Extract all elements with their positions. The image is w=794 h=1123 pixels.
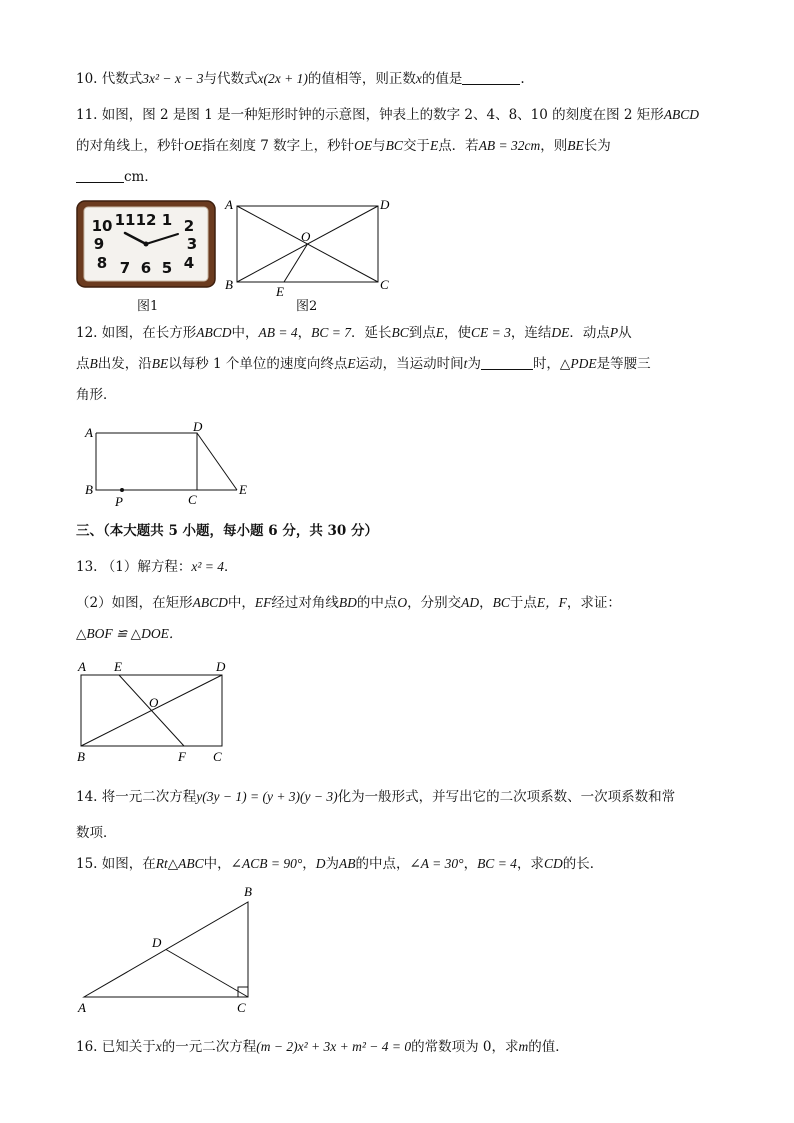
- q15-text: 的长．: [562, 856, 604, 872]
- q13-text: ，求证：: [566, 595, 621, 611]
- question-12-line2: [76, 355, 651, 373]
- q13-label-c: C: [213, 749, 222, 764]
- question-14-line2: 数项．: [76, 825, 117, 841]
- q15-label-b: B: [244, 884, 252, 899]
- q13-var: ABCD: [192, 595, 228, 610]
- fig2-label-d: D: [380, 197, 390, 212]
- q11-text: 点．若: [438, 138, 479, 154]
- q10-var: x: [415, 71, 422, 86]
- q12-var: B: [89, 356, 98, 371]
- fig2-label-a: A: [225, 197, 233, 212]
- q12-var: CE = 3: [471, 325, 511, 340]
- q10-end: 的值是: [421, 71, 463, 87]
- fig2-label-e: E: [276, 284, 284, 299]
- q15-text: 15. 如图，在: [76, 856, 156, 872]
- q15-var: AB: [338, 856, 356, 871]
- q11-text: 交于: [402, 138, 430, 154]
- q12-text: ，使: [444, 325, 472, 341]
- q12-segment-de: [197, 433, 237, 490]
- q13-var: x² = 4: [191, 559, 225, 574]
- question-16: [76, 1038, 569, 1056]
- q13-var: AD: [461, 595, 480, 610]
- q12-text: 以每秒 1 个单位的速度向终点: [168, 356, 348, 372]
- q10-expr1: 3x² − x − 3: [142, 71, 204, 86]
- q13-text: 中，: [227, 595, 255, 611]
- q15-figure: [74, 882, 274, 1017]
- q12-text: ，连结: [510, 325, 552, 341]
- q11-var: AB = 32cm: [478, 138, 541, 153]
- q12-var: ABCD: [196, 325, 232, 340]
- q12-label-p: P: [115, 494, 123, 509]
- q15-var: BC = 4: [477, 856, 517, 871]
- section-3-heading: 三、（本大题共 5 小题，每小题 6 分，共 30 分）: [76, 523, 379, 539]
- question-12-line3: [76, 386, 117, 404]
- fig2-caption: 图2: [296, 299, 318, 314]
- q11-text: 指在刻度 7 数字上，秒针: [202, 138, 355, 154]
- question-12-line1: [76, 324, 632, 342]
- q10-mid: 与代数式: [203, 71, 258, 87]
- q12-label-d: D: [193, 419, 203, 434]
- q15-text: ，: [302, 856, 316, 872]
- q12-text: 点: [76, 356, 90, 372]
- q12-point-p: [120, 488, 124, 492]
- q13-label-a: A: [78, 659, 86, 674]
- fig2-label-c: C: [380, 277, 389, 292]
- q11-answer-blank[interactable]: [76, 170, 124, 183]
- question-13-part2: [76, 594, 621, 612]
- clock-number: 9: [93, 235, 105, 253]
- q12-text: 到点: [408, 325, 436, 341]
- q16-equation: (m − 2)x² + 3x + m² − 4 = 0: [256, 1039, 412, 1054]
- clock-number: 3: [186, 235, 198, 253]
- q10-answer-blank[interactable]: [462, 72, 520, 85]
- question-13-part3: △BOF ≌ △DOE．: [76, 626, 183, 641]
- q13-label-e: E: [114, 659, 122, 674]
- q12-var: P: [609, 325, 619, 340]
- question-11-line2: [76, 137, 611, 155]
- q12-text: 从: [618, 325, 632, 341]
- q12-answer-blank[interactable]: [481, 357, 533, 370]
- q16-text: 的值．: [528, 1039, 569, 1055]
- q12-rect: [96, 433, 197, 490]
- q13-var: E，F: [536, 595, 567, 610]
- q12-text: 时，△: [532, 356, 571, 372]
- q15-label-a: A: [78, 1000, 86, 1015]
- q15-var: CD: [543, 856, 563, 871]
- q11-unit: cm．: [124, 169, 158, 185]
- q11-text: 长为: [583, 138, 611, 154]
- q12-var: BC = 7: [311, 325, 351, 340]
- q12-var: E: [435, 325, 445, 340]
- clock-number: 12: [135, 211, 157, 229]
- q11-figure-clock: [76, 200, 216, 288]
- q12-text: ，: [297, 325, 312, 341]
- q13-var: O: [397, 595, 408, 610]
- question-11-line1: [76, 106, 699, 124]
- q12-var: BE: [151, 356, 169, 371]
- q13-var: BC: [492, 595, 510, 610]
- q11-figure-rectangle: [224, 198, 394, 298]
- q12-label-b: B: [85, 482, 93, 497]
- q11-text: 的对角线上，秒针: [76, 138, 184, 154]
- q16-text: 16. 已知关于: [76, 1039, 156, 1055]
- q12-text: 为: [467, 356, 481, 372]
- question-14-line1: [76, 788, 675, 806]
- q15-text: 为: [325, 856, 339, 872]
- q14-text: 14. 将一元二次方程: [76, 789, 197, 805]
- q13-segment-ef: [119, 675, 184, 746]
- clock-center: [144, 242, 149, 247]
- clock-number: 1: [161, 211, 173, 229]
- q16-text: 的常数项为 0，求: [411, 1039, 519, 1055]
- clock-number: 2: [183, 217, 195, 235]
- q15-text: ，求: [516, 856, 544, 872]
- fig2-label-b: B: [225, 277, 233, 292]
- q13-text: ，: [479, 595, 493, 611]
- q10-prefix: 10. 代数式: [76, 71, 143, 87]
- q13-text: （2）如图，在矩形: [76, 595, 193, 611]
- q12-text: 12. 如图，在长方形: [76, 325, 197, 341]
- q12-text: ．延长: [351, 325, 392, 341]
- fig2-label-o: O: [301, 229, 311, 244]
- question-10: [76, 70, 525, 88]
- q12-text: 角形．: [76, 387, 117, 403]
- q12-var: AB = 4: [258, 325, 298, 340]
- fig1-caption: 图1: [137, 299, 159, 314]
- q11-var: OE: [184, 138, 202, 153]
- q12-text: ．动点: [569, 325, 610, 341]
- q12-text: 是等腰三: [596, 356, 651, 372]
- question-13-part1: [76, 558, 238, 576]
- q16-var: x: [155, 1039, 162, 1054]
- q11-text: ，则: [540, 138, 568, 154]
- fig2-segment-oe: [284, 244, 308, 282]
- clock-number: 4: [183, 254, 195, 272]
- q11-line1: 11. 如图，图 2 是图 1 是一种矩形时钟的示意图，钟表上的数字 2、4、8、10 的刻度在图 2 矩形: [76, 107, 664, 123]
- q15-var: ∠ACB = 90°: [230, 856, 303, 871]
- q13-label-b: B: [77, 749, 85, 764]
- q13-text: ，分别交: [407, 595, 462, 611]
- clock-number: 5: [161, 259, 173, 277]
- q11-var: BC: [385, 138, 403, 153]
- q15-var: ∠A = 30°: [409, 856, 464, 871]
- q13-text: ．: [224, 559, 238, 575]
- q14-equation: y(3y − 1) = (y + 3)(y − 3): [196, 789, 338, 804]
- q11-var: BE: [567, 138, 584, 153]
- q11-var: OE: [354, 138, 373, 153]
- q16-text: 的一元二次方程: [161, 1039, 257, 1055]
- q15-label-d: D: [152, 935, 162, 950]
- q15-text: ，: [463, 856, 478, 872]
- q15-var: D: [315, 856, 326, 871]
- q12-label-a: A: [85, 425, 93, 440]
- q15-label-c: C: [237, 1000, 246, 1015]
- q11-line1-var: ABCD: [663, 107, 700, 122]
- q12-text: 中，: [231, 325, 259, 341]
- clock-number: 10: [91, 217, 113, 235]
- q12-figure: [82, 420, 262, 510]
- q15-text: 的中点，: [355, 856, 410, 872]
- q11-var: E: [429, 138, 439, 153]
- q14-text: 化为一般形式，并写出它的二次项系数、一次项系数和常: [337, 789, 676, 805]
- q13-var: EF: [254, 595, 272, 610]
- q12-text: 运动，当运动时间: [355, 356, 464, 372]
- q13-label-f: F: [178, 749, 186, 764]
- q12-label-c: C: [188, 492, 197, 507]
- q13-label-o: O: [149, 695, 159, 710]
- q16-var: m: [518, 1039, 529, 1054]
- q12-var: t: [463, 356, 468, 371]
- clock-number: 6: [140, 259, 152, 277]
- q11-text: 与: [372, 138, 386, 154]
- q12-var: DE: [551, 325, 570, 340]
- q13-text: 的中点: [356, 595, 398, 611]
- q13-text: 13. （1）解方程：: [76, 559, 192, 575]
- q12-text: 出发，沿: [97, 356, 152, 372]
- q15-var: Rt△ABC: [155, 856, 204, 871]
- q10-expr2: x(2x + 1): [257, 71, 308, 86]
- q13-label-d: D: [216, 659, 226, 674]
- q13-text: 经过对角线: [271, 595, 339, 611]
- q12-var: PDE: [570, 356, 597, 371]
- q12-label-e: E: [239, 482, 247, 497]
- q10-suffix: 的值相等，则正数: [307, 71, 416, 87]
- question-15: [76, 855, 603, 873]
- q12-var: BC: [391, 325, 409, 340]
- clock-number: 8: [96, 254, 108, 272]
- q10-tail: .: [520, 71, 525, 87]
- q13-figure: [74, 656, 244, 766]
- clock-number: 7: [119, 259, 131, 277]
- q13-var: BD: [338, 595, 357, 610]
- q13-text: 于点: [509, 595, 537, 611]
- question-11-line3: [76, 168, 158, 186]
- clock-number: 11: [114, 211, 136, 229]
- q15-text: 中，: [203, 856, 231, 872]
- q15-segment-cd: [166, 950, 248, 998]
- q12-var: E: [347, 356, 356, 371]
